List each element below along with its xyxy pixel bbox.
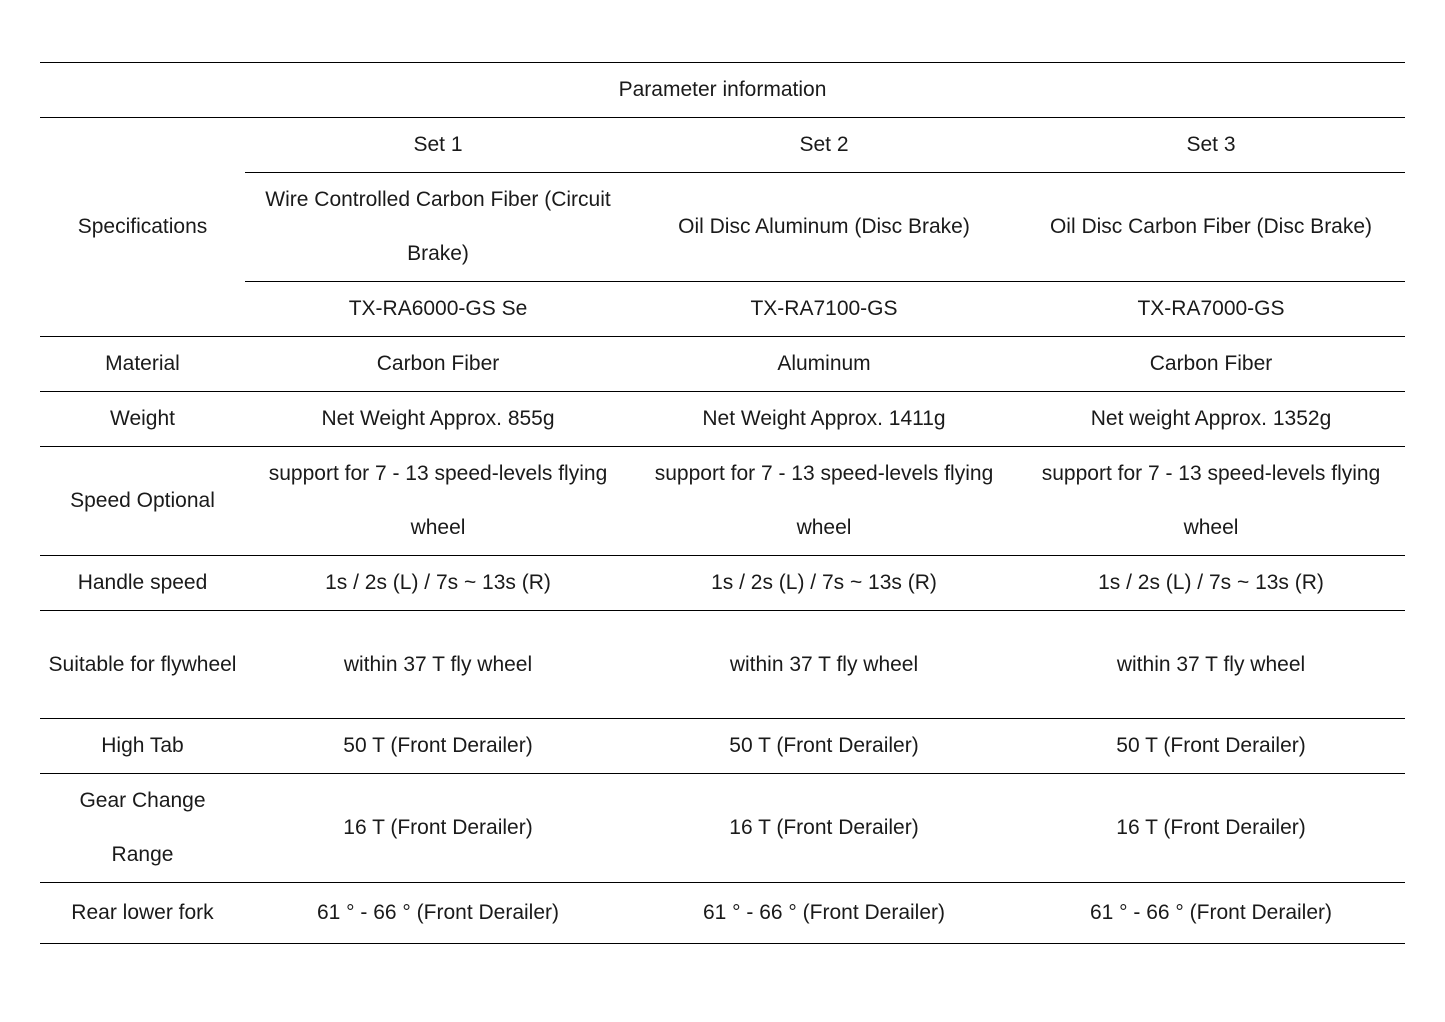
row-value: 1s / 2s (L) / 7s ~ 13s (R)	[245, 556, 631, 611]
row-value: 16 T (Front Derailer)	[631, 774, 1017, 883]
row-label: Suitable for flywheel	[40, 611, 245, 719]
set-3-model: TX-RA7000-GS	[1017, 282, 1405, 337]
row-value: support for 7 - 13 speed-levels flying wheel	[631, 447, 1017, 556]
set-2-header: Set 2	[631, 118, 1017, 173]
set-header-row	[40, 118, 1405, 173]
row-value: Net Weight Approx. 1411g	[631, 392, 1017, 447]
row-value: within 37 T fly wheel	[631, 611, 1017, 719]
row-value: 50 T (Front Derailer)	[1017, 719, 1405, 774]
parameter-table	[40, 62, 1405, 944]
table-caption: Parameter information	[40, 63, 1405, 118]
row-value: Net Weight Approx. 855g	[245, 392, 631, 447]
table-row-speed-optional	[40, 447, 1405, 556]
row-value: 1s / 2s (L) / 7s ~ 13s (R)	[1017, 556, 1405, 611]
row-value: Carbon Fiber	[245, 337, 631, 392]
set-1-model: TX-RA6000-GS Se	[245, 282, 631, 337]
row-value: 61 ° - 66 ° (Front Derailer)	[631, 883, 1017, 944]
set-2-model: TX-RA7100-GS	[631, 282, 1017, 337]
table-caption-row	[40, 63, 1405, 118]
row-value: 61 ° - 66 ° (Front Derailer)	[245, 883, 631, 944]
row-value: Net weight Approx. 1352g	[1017, 392, 1405, 447]
row-value: 1s / 2s (L) / 7s ~ 13s (R)	[631, 556, 1017, 611]
row-label: Speed Optional	[40, 447, 245, 556]
row-value: within 37 T fly wheel	[1017, 611, 1405, 719]
row-label: Handle speed	[40, 556, 245, 611]
specifications-label: Specifications	[40, 118, 245, 337]
row-value: support for 7 - 13 speed-levels flying wheel	[245, 447, 631, 556]
set-2-type: Oil Disc Aluminum (Disc Brake)	[631, 173, 1017, 282]
row-label: High Tab	[40, 719, 245, 774]
row-value: within 37 T fly wheel	[245, 611, 631, 719]
spec-type-row	[40, 173, 1405, 282]
row-label: Gear Change Range	[40, 774, 245, 883]
row-value: 16 T (Front Derailer)	[245, 774, 631, 883]
row-value: Aluminum	[631, 337, 1017, 392]
set-1-type: Wire Controlled Carbon Fiber (Circuit Brake)	[245, 173, 631, 282]
set-3-header: Set 3	[1017, 118, 1405, 173]
row-value: 50 T (Front Derailer)	[245, 719, 631, 774]
row-label: Material	[40, 337, 245, 392]
table-row-material	[40, 337, 1405, 392]
row-value: 50 T (Front Derailer)	[631, 719, 1017, 774]
table-row-gear-change-range	[40, 774, 1405, 883]
row-value: 16 T (Front Derailer)	[1017, 774, 1405, 883]
table-row-handle-speed	[40, 556, 1405, 611]
row-label: Weight	[40, 392, 245, 447]
row-value: 61 ° - 66 ° (Front Derailer)	[1017, 883, 1405, 944]
table-row-high-tab	[40, 719, 1405, 774]
table-row-rear-lower-fork	[40, 883, 1405, 944]
table-row-suitable-flywheel	[40, 611, 1405, 719]
set-3-type: Oil Disc Carbon Fiber (Disc Brake)	[1017, 173, 1405, 282]
table-row-weight	[40, 392, 1405, 447]
spec-model-row	[40, 282, 1405, 337]
row-value: support for 7 - 13 speed-levels flying wheel	[1017, 447, 1405, 556]
row-label: Rear lower fork	[40, 883, 245, 944]
set-1-header: Set 1	[245, 118, 631, 173]
row-value: Carbon Fiber	[1017, 337, 1405, 392]
